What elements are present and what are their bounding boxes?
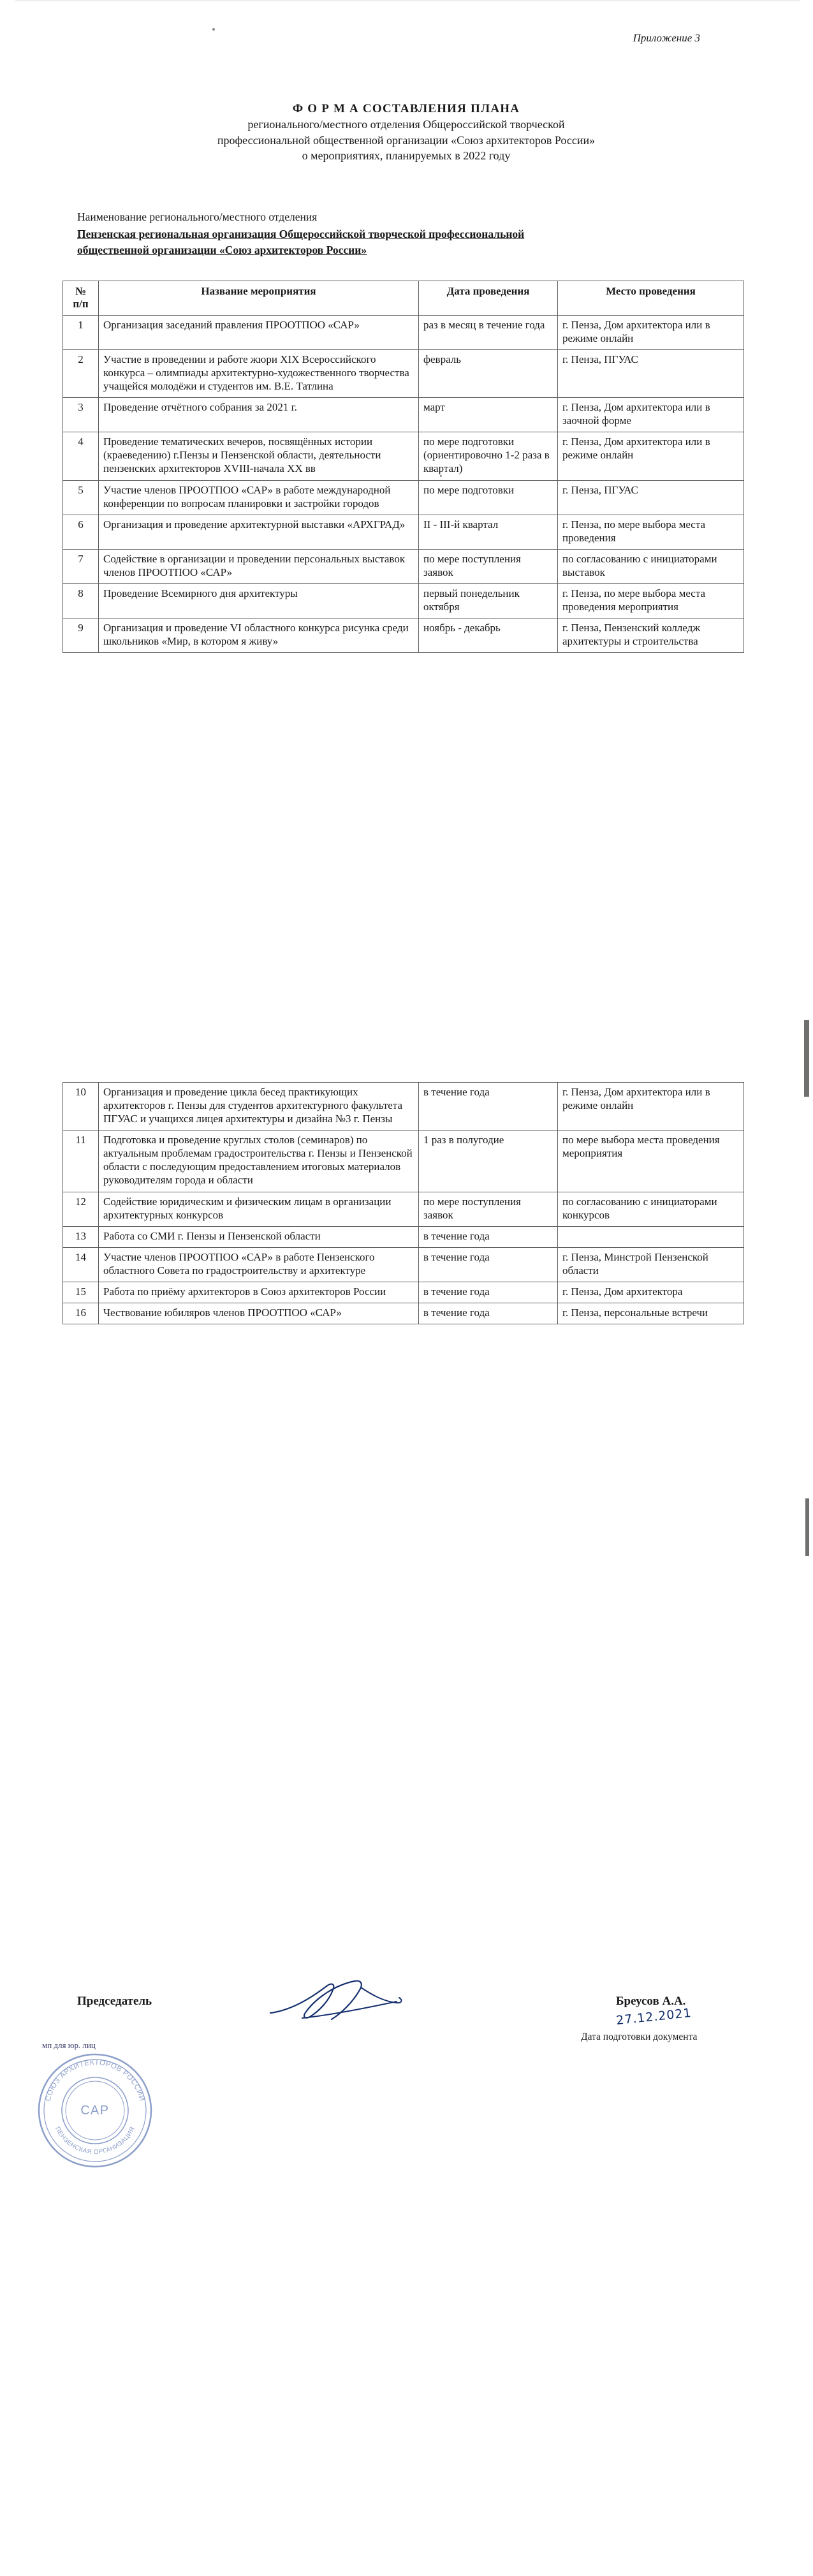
row-event-name: Работа со СМИ г. Пензы и Пензенской области — [99, 1226, 419, 1247]
row-number: 4 — [63, 432, 99, 480]
scan-speck-1 — [212, 28, 215, 31]
row-event-name: Участие членов ПРООТПОО «САР» в работе Пензенского областного Совета по градостроительству и архитектуре — [99, 1247, 419, 1282]
row-place — [558, 1226, 744, 1247]
signature-date-label: Дата подготовки документа — [581, 2031, 698, 2042]
row-date: в течение года — [419, 1083, 558, 1131]
column-header-place: Место проведения — [558, 281, 744, 316]
row-number: 5 — [63, 480, 99, 515]
signature-date-handwritten: 27.12.2021 — [615, 2005, 692, 2028]
row-number: 9 — [63, 618, 99, 653]
table-row — [63, 315, 744, 349]
document-title: Ф О Р М А СОСТАВЛЕНИЯ ПЛАНА — [292, 102, 520, 115]
row-date: первый понедельник октября — [419, 584, 558, 618]
row-number: 2 — [63, 349, 99, 397]
table-row — [63, 1226, 744, 1247]
row-number: 11 — [63, 1131, 99, 1192]
row-place: г. Пенза, Дом архитектора или в режиме онлайн — [558, 315, 744, 349]
column-header-event: Название мероприятия — [99, 281, 419, 316]
table-row — [63, 480, 744, 515]
table-row — [63, 515, 744, 549]
svg-text:СОЮЗ АРХИТЕКТОРОВ РОССИИ: СОЮЗ АРХИТЕКТОРОВ РОССИИ — [44, 2058, 146, 2102]
column-header-date: Дата проведения — [419, 281, 558, 316]
row-event-name: Содействие юридическим и физическим лицам в организации архитектурных конкурсов — [99, 1192, 419, 1226]
row-place: по согласованию с инициаторами конкурсов — [558, 1192, 744, 1226]
row-event-name: Организация и проведение цикла бесед практикующих архитекторов г. Пензы для студентов архитектурного факультета ПГУАС и учащихся лицея архитектуры и дизайна №3 г. Пензы — [99, 1083, 419, 1131]
row-number: 13 — [63, 1226, 99, 1247]
organization-name — [77, 226, 715, 259]
scan-artifact-mark-1 — [804, 1020, 809, 1097]
plan-table-part-2 — [62, 1082, 744, 1324]
table-row — [63, 1083, 744, 1131]
table-row — [63, 349, 744, 397]
organization-name-line-2: общественной организации «Союз архитекторов России» — [77, 244, 367, 257]
row-number: 12 — [63, 1192, 99, 1226]
table-row — [63, 549, 744, 583]
row-place: г. Пенза, Дом архитектора или в заочной форме — [558, 398, 744, 432]
table-row — [63, 1282, 744, 1303]
row-event-name: Организация и проведение VI областного конкурса рисунка среди школьников «Мир, в котором я живу» — [99, 618, 419, 653]
row-event-name: Проведение тематических вечеров, посвящённых истории (краеведению) г.Пензы и Пензенской области, деятельности пензенских архитекторов XVIII-начала XX вв — [99, 432, 419, 480]
table-row — [63, 1192, 744, 1226]
mp-note: мп для юр. лиц — [42, 2040, 96, 2050]
row-date: март — [419, 398, 558, 432]
row-place: г. Пенза, Дом архитектора — [558, 1282, 744, 1303]
row-place: по мере выбора места проведения мероприятия — [558, 1131, 744, 1192]
row-place: г. Пенза, по мере выбора места проведения мероприятия — [558, 584, 744, 618]
row-date: февраль — [419, 349, 558, 397]
organization-label: Наименование регионального/местного отделения — [77, 210, 318, 223]
table-row — [63, 432, 744, 480]
table-row — [63, 618, 744, 653]
row-date: по мере поступления заявок — [419, 1192, 558, 1226]
row-date: по мере поступления заявок — [419, 549, 558, 583]
row-event-name: Участие членов ПРООТПОО «САР» в работе международной конференции по вопросам планировки и застройки городов — [99, 480, 419, 515]
row-number: 8 — [63, 584, 99, 618]
row-place: г. Пенза, Пензенский колледж архитектуры и строительства — [558, 618, 744, 653]
table-row — [63, 398, 744, 432]
appendix-label: Приложение 3 — [633, 32, 700, 44]
row-place: г. Пенза, Дом архитектора или в режиме онлайн — [558, 432, 744, 480]
document-subtitle-1: регионального/местного отделения Общероссийской творческой — [247, 118, 565, 131]
column-header-number — [63, 281, 99, 316]
column-header-number-line2: п/п — [73, 298, 89, 311]
table-row — [63, 1303, 744, 1324]
row-date: ноябрь - декабрь — [419, 618, 558, 653]
handwritten-signature — [265, 1973, 437, 2031]
row-date: II - III-й квартал — [419, 515, 558, 549]
document-subtitle-2: профессиональной общественной организации «Союз архитекторов России» — [217, 133, 596, 147]
plan-table-part-1 — [62, 281, 744, 653]
row-event-name: Проведение отчётного собрания за 2021 г. — [99, 398, 419, 432]
row-place: г. Пенза, персональные встречи — [558, 1303, 744, 1324]
row-place: г. Пенза, Дом архитектора или в режиме онлайн — [558, 1083, 744, 1131]
row-date: 1 раз в полугодие — [419, 1131, 558, 1192]
row-date: в течение года — [419, 1282, 558, 1303]
signature-role: Председатель — [77, 1994, 152, 2008]
row-event-name: Организация заседаний правления ПРООТПОО «САР» — [99, 315, 419, 349]
row-date: в течение года — [419, 1226, 558, 1247]
scan-artifact-mark-2 — [805, 1498, 809, 1556]
row-place: по согласованию с инициаторами выставок — [558, 549, 744, 583]
row-number: 10 — [63, 1083, 99, 1131]
scan-edge-right — [800, 0, 813, 2576]
scan-edge-left — [0, 0, 17, 2576]
table-header-row — [63, 281, 744, 316]
row-number: 15 — [63, 1282, 99, 1303]
row-event-name: Подготовка и проведение круглых столов (семинаров) по актуальным проблемам градостроительства г. Пензы и Пензенской области с последующим предоставлением итоговых материалов руководителям города и области — [99, 1131, 419, 1192]
table-row — [63, 584, 744, 618]
table-row — [63, 1131, 744, 1192]
row-date: в течение года — [419, 1303, 558, 1324]
column-header-number-line1: № — [75, 285, 87, 297]
row-event-name: Чествование юбиляров членов ПРООТПОО «САР» — [99, 1303, 419, 1324]
row-date: по мере подготовки — [419, 480, 558, 515]
row-number: 3 — [63, 398, 99, 432]
document-subtitle-3: о мероприятиях, планируемых в 2022 году — [302, 149, 511, 162]
row-number: 14 — [63, 1247, 99, 1282]
row-event-name: Содействие в организации и проведении персональных выставок членов ПРООТПОО «САР» — [99, 549, 419, 583]
row-place: г. Пенза, Минстрой Пензенской области — [558, 1247, 744, 1282]
row-number: 7 — [63, 549, 99, 583]
row-place: г. Пенза, ПГУАС — [558, 349, 744, 397]
scan-shadow-top — [15, 0, 800, 2]
table-row — [63, 1247, 744, 1282]
row-date: раз в месяц в течение года — [419, 315, 558, 349]
row-number: 1 — [63, 315, 99, 349]
organization-name-line-1: Пензенская региональная организация Общероссийской творческой профессиональной — [77, 228, 525, 240]
row-number: 6 — [63, 515, 99, 549]
row-event-name: Работа по приёму архитекторов в Союз архитекторов России — [99, 1282, 419, 1303]
row-date: в течение года — [419, 1247, 558, 1282]
signature-name: Бреусов А.А. — [616, 1994, 686, 2008]
document-title-block — [17, 101, 796, 163]
row-number: 16 — [63, 1303, 99, 1324]
row-place: г. Пенза, ПГУАС — [558, 480, 744, 515]
svg-text:ПЕНЗЕНСКАЯ ОРГАНИЗАЦИЯ: ПЕНЗЕНСКАЯ ОРГАНИЗАЦИЯ — [54, 2125, 136, 2156]
organization-stamp — [34, 2050, 156, 2171]
row-event-name: Организация и проведение архитектурной выставки «АРХГРАД» — [99, 515, 419, 549]
row-event-name: Проведение Всемирного дня архитектуры — [99, 584, 419, 618]
row-place: г. Пенза, по мере выбора места проведения — [558, 515, 744, 549]
svg-text:САР: САР — [80, 2104, 110, 2118]
row-date: по мере подготовки (ориентировочно 1-2 раза в квартал) — [419, 432, 558, 480]
row-event-name: Участие в проведении и работе жюри XIX Всероссийского конкурса – олимпиады архитектурно-художественного творчества учащейся молодёжи и студентов им. В.Е. Татлина — [99, 349, 419, 397]
